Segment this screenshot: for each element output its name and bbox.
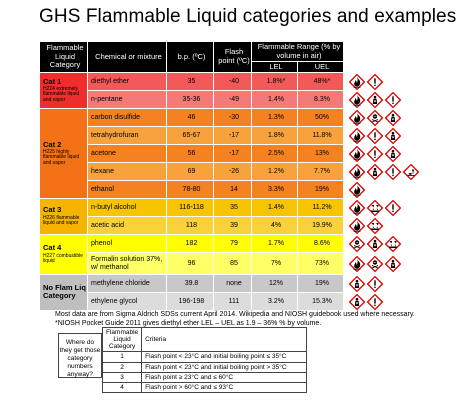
flash-point: 35: [214, 199, 252, 217]
table-row: [40, 181, 420, 199]
lel-value: 1.7%: [252, 235, 298, 253]
lel-value: 3.3%: [252, 181, 298, 199]
chemical-name: carbon disulfide: [88, 109, 167, 127]
chemical-name: diethyl ether: [88, 73, 167, 91]
category-desc: H225 highly flammable liquid and vapor: [43, 148, 80, 166]
boiling-point: 46: [167, 109, 214, 127]
uel-value: 73%: [298, 253, 344, 275]
boiling-point: 116-118: [167, 199, 214, 217]
uel-value: 15.3%: [298, 293, 344, 311]
uel-value: 48%*: [298, 73, 344, 91]
chemical-name: ethanol: [88, 181, 167, 199]
pictograms: [344, 91, 420, 109]
lel-value: 1.8%: [252, 127, 298, 145]
table-row: [40, 253, 420, 275]
criteria-text: Flash point ≥ 23°C and ≤ 60°C: [142, 372, 307, 382]
pictograms: [344, 199, 420, 217]
flash-point: -17: [214, 127, 252, 145]
category-name: Cat 1: [43, 76, 62, 86]
corrosion-icon: [385, 236, 401, 252]
exclamation-icon: [367, 276, 383, 292]
uel-value: 11.2%: [298, 199, 344, 217]
pictograms: [344, 293, 420, 311]
health-hazard-icon: [367, 236, 383, 252]
flame-icon: [349, 92, 365, 108]
chemical-name: Formalin solution 37%, w/ methanol: [88, 253, 167, 275]
criteria-cat: 1: [103, 352, 142, 362]
footnote-sources: Most data are from Sigma Aldrich SDSs current April 2014. Wikipedia and NIOSH guidebook used where necessary.: [55, 311, 415, 318]
lel-value: 1.4%: [252, 199, 298, 217]
pictograms: [344, 235, 420, 253]
category-desc: H226 flammable liquid and vapor: [43, 214, 80, 227]
flash-point: -30: [214, 109, 252, 127]
category-name: Cat 2: [43, 139, 62, 149]
flame-icon: [349, 146, 365, 162]
lel-value: 7%: [252, 253, 298, 275]
flame-icon: [349, 256, 365, 272]
flame-icon: [349, 200, 365, 216]
category-cell: [40, 109, 88, 199]
pictograms: [344, 217, 420, 235]
chemical-name: phenol: [88, 235, 167, 253]
chemical-name: n-pentane: [88, 91, 167, 109]
chemical-name: acetic acid: [88, 217, 167, 235]
pictograms: [344, 181, 420, 199]
uel-value: 50%: [298, 109, 344, 127]
table-row: [40, 127, 420, 145]
question-box: Where do they get those category numbers anyway?: [58, 333, 102, 378]
pictograms: [344, 145, 420, 163]
uel-value: 7.7%: [298, 163, 344, 181]
chemical-name: n-butyl alcohol: [88, 199, 167, 217]
exclamation-icon: [367, 146, 383, 162]
uel-value: 19%: [298, 275, 344, 293]
lel-value: 4%: [252, 217, 298, 235]
category-name: Cat 3: [43, 205, 62, 215]
header-uel: UEL: [298, 62, 344, 73]
flammable-table: [39, 41, 420, 311]
flash-point: -26: [214, 163, 252, 181]
category-cell: [40, 199, 88, 235]
header-flash: Flash point (ºC): [214, 42, 252, 73]
category-cell: [40, 275, 88, 311]
health-hazard-icon: [367, 92, 383, 108]
boiling-point: 182: [167, 235, 214, 253]
flame-icon: [349, 128, 365, 144]
uel-value: 8.6%: [298, 235, 344, 253]
chemical-name: tetrahydrofuran: [88, 127, 167, 145]
table-row: [40, 91, 420, 109]
lel-value: 12%: [252, 275, 298, 293]
uel-value: 11.8%: [298, 127, 344, 145]
footnote-niosh: *NIOSH Pocket Guide 2011 gives diethyl ether LEL – UEL as 1.9 – 36% % by volume.: [55, 319, 322, 327]
criteria-header-category: Flammable Liquid Category: [103, 328, 142, 352]
lel-value: 2.5%: [252, 145, 298, 163]
uel-value: 19.9%: [298, 217, 344, 235]
table-row: [40, 293, 420, 311]
flame-icon: [349, 110, 365, 126]
header-lel: LEL: [252, 62, 298, 73]
exclamation-icon: [385, 164, 401, 180]
chemical-name: acetone: [88, 145, 167, 163]
boiling-point: 78-80: [167, 181, 214, 199]
flash-point: -49: [214, 91, 252, 109]
pictograms: [344, 73, 420, 91]
health-hazard-icon: [385, 256, 401, 272]
header-range: Flammable Range (% by volume in air): [252, 42, 344, 62]
flash-point: -17: [214, 145, 252, 163]
pictograms: [344, 275, 420, 293]
category-cell: [40, 235, 88, 275]
corrosion-icon: [367, 218, 383, 234]
flash-point: 79: [214, 235, 252, 253]
criteria-header-criteria: Criteria: [142, 328, 307, 352]
criteria-text: Flash point < 23°C and initial boiling point ≤ 35°C: [142, 352, 307, 362]
table-row: [40, 235, 420, 253]
boiling-point: 118: [167, 217, 214, 235]
table-row: [40, 145, 420, 163]
boiling-point: 69: [167, 163, 214, 181]
criteria-cat: 2: [103, 362, 142, 372]
health-hazard-icon: [349, 294, 365, 310]
boiling-point: 196-198: [167, 293, 214, 311]
boiling-point: 56: [167, 145, 214, 163]
table-row: [40, 275, 420, 293]
uel-value: 8.3%: [298, 91, 344, 109]
health-hazard-icon: [367, 164, 383, 180]
chemical-name: hexane: [88, 163, 167, 181]
table-row: [40, 217, 420, 235]
criteria-table: [102, 327, 307, 393]
table-row: [40, 199, 420, 217]
uel-value: 13%: [298, 145, 344, 163]
flame-icon: [349, 182, 365, 198]
category-name: No Flam Liq Category: [43, 282, 86, 300]
pictograms: [344, 109, 420, 127]
flash-point: -40: [214, 73, 252, 91]
exclamation-icon: [385, 200, 401, 216]
flash-point: 39: [214, 217, 252, 235]
chemical-name: methylene chloride: [88, 275, 167, 293]
table-row: [40, 73, 420, 91]
health-hazard-icon: [385, 128, 401, 144]
boiling-point: 35-36: [167, 91, 214, 109]
health-hazard-icon: [385, 110, 401, 126]
corrosion-icon: [367, 200, 383, 216]
category-desc: H224 extremely flammable liquid and vapor: [43, 85, 80, 103]
environment-icon: [403, 164, 419, 180]
header-bp: b.p. (ºC): [167, 42, 214, 73]
health-hazard-icon: [385, 146, 401, 162]
table-row: [40, 109, 420, 127]
boiling-point: 65-67: [167, 127, 214, 145]
category-desc: H227 combustible liquid: [43, 252, 84, 265]
pictograms: [344, 253, 420, 275]
exclamation-icon: [367, 294, 383, 310]
header-category: Flammable Liquid Category: [40, 42, 88, 73]
uel-value: 19%: [298, 181, 344, 199]
table-row: [40, 163, 420, 181]
skull-icon: [367, 256, 383, 272]
health-hazard-icon: [349, 276, 365, 292]
boiling-point: 35: [167, 73, 214, 91]
skull-icon: [367, 110, 383, 126]
flash-point: 111: [214, 293, 252, 311]
flame-icon: [349, 218, 365, 234]
page-title: GHS Flammable Liquid categories and examples: [39, 6, 457, 27]
category-cell: [40, 73, 88, 109]
flame-icon: [349, 74, 365, 90]
flash-point: 14: [214, 181, 252, 199]
exclamation-icon: [385, 92, 401, 108]
category-name: Cat 4: [43, 243, 62, 253]
lel-value: 3.2%: [252, 293, 298, 311]
footnotes: [55, 311, 415, 328]
boiling-point: 96: [167, 253, 214, 275]
lel-value: 1.4%: [252, 91, 298, 109]
exclamation-icon: [367, 74, 383, 90]
pictograms: [344, 127, 420, 145]
exclamation-icon: [367, 128, 383, 144]
lel-value: 1.2%: [252, 163, 298, 181]
criteria-cat: 3: [103, 372, 142, 382]
flash-point: 85: [214, 253, 252, 275]
skull-icon: [349, 236, 365, 252]
flash-point: none: [214, 275, 252, 293]
lel-value: 1.3%: [252, 109, 298, 127]
lel-value: 1.8%*: [252, 73, 298, 91]
criteria-text: Flash point > 60°C and ≤ 93°C: [142, 382, 307, 392]
header-chemical: Chemical or mixture: [88, 42, 167, 73]
chemical-name: ethylene glycol: [88, 293, 167, 311]
pictograms: [344, 163, 420, 181]
criteria-cat: 4: [103, 382, 142, 392]
flame-icon: [349, 164, 365, 180]
boiling-point: 39.8: [167, 275, 214, 293]
criteria-text: Flash point < 23°C and initial boiling point > 35°C: [142, 362, 307, 372]
